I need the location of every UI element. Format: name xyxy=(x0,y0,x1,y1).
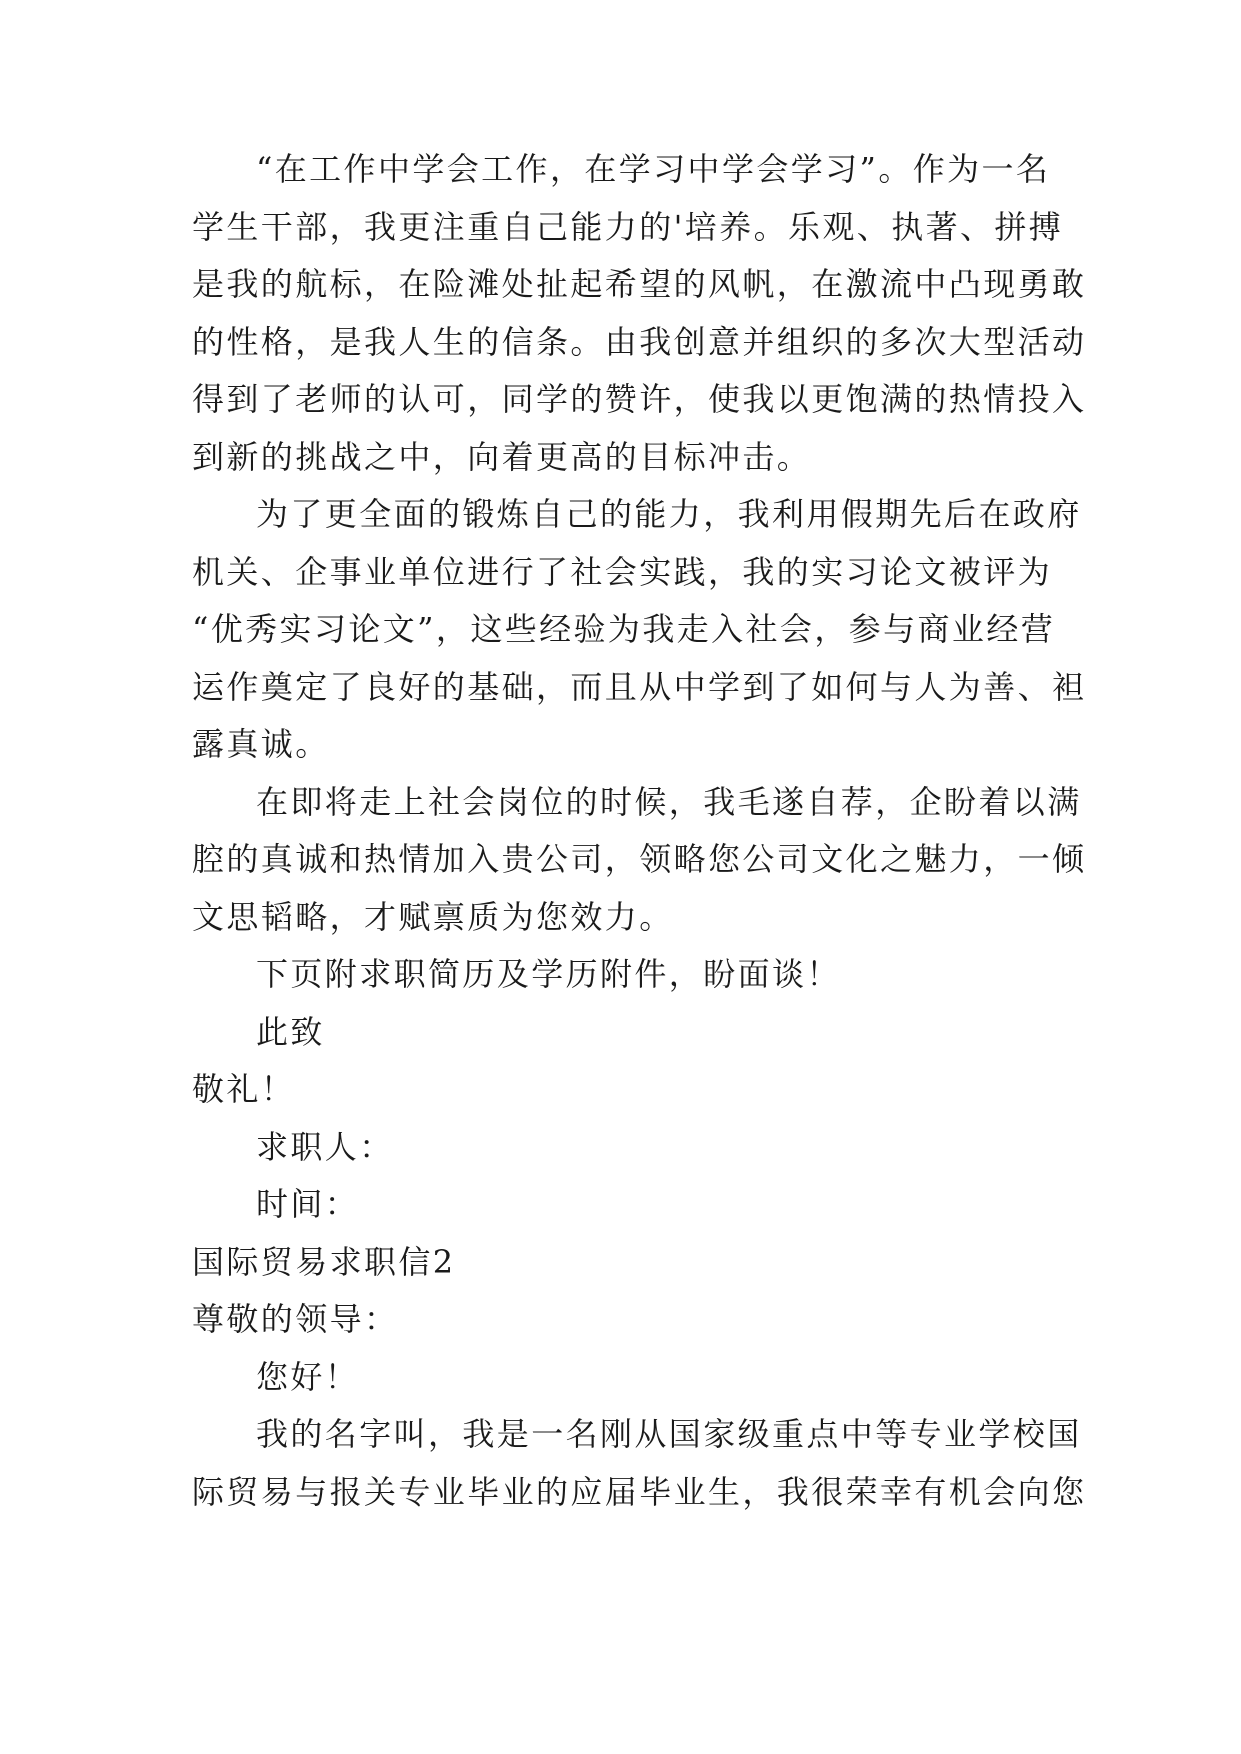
salutation-regards: 敬礼！ xyxy=(192,1070,296,1108)
letter-2-greeting: 您好！ xyxy=(256,1358,360,1396)
letter-2-paragraph-1-line-2: 际贸易与报关专业毕业的应届毕业生，我很荣幸有机会向您 xyxy=(192,1473,1087,1511)
closing-note: 下页附求职简历及学历附件，盼面谈！ xyxy=(256,955,841,993)
paragraph-1-line-4: 的性格，是我人生的信条。由我创意并组织的多次大型活动 xyxy=(192,323,1087,361)
paragraph-2-line-4: 运作奠定了良好的基础，而且从中学到了如何与人为善、袒 xyxy=(192,668,1087,706)
paragraph-1-line-3: 是我的航标，在险滩处扯起希望的风帆，在激流中凸现勇敢 xyxy=(192,265,1087,303)
paragraph-3-line-1: 在即将走上社会岗位的时候，我毛遂自荐，企盼着以满 xyxy=(256,783,1082,821)
paragraph-1-line-2: 学生干部，我更注重自己能力的'培养。乐观、执著、拼搏 xyxy=(192,208,1064,246)
applicant-label: 求职人： xyxy=(256,1128,394,1166)
letter-2-paragraph-1-line-1: 我的名字叫，我是一名刚从国家级重点中等专业学校国 xyxy=(256,1415,1082,1453)
salutation-closing: 此致 xyxy=(256,1013,325,1051)
paragraph-1-line-1: “在工作中学会工作，在学习中学会学习”。作为一名 xyxy=(256,150,1051,188)
paragraph-3-line-2: 腔的真诚和热情加入贵公司，领略您公司文化之魅力，一倾 xyxy=(192,840,1087,878)
date-label: 时间： xyxy=(256,1185,360,1223)
letter-2-title: 国际贸易求职信2 xyxy=(192,1243,456,1281)
paragraph-2-line-1: 为了更全面的锻炼自己的能力，我利用假期先后在政府 xyxy=(256,495,1082,533)
paragraph-1-line-6: 到新的挑战之中，向着更高的目标冲击。 xyxy=(192,438,812,476)
paragraph-2-line-2: 机关、企事业单位进行了社会实践，我的实习论文被评为 xyxy=(192,553,1053,591)
paragraph-2-line-3: “优秀实习论文”，这些经验为我走入社会，参与商业经营 xyxy=(192,610,1056,648)
paragraph-2-line-5: 露真诚。 xyxy=(192,725,330,763)
paragraph-3-line-3: 文思韬略，才赋禀质为您效力。 xyxy=(192,898,674,936)
paragraph-1-line-5: 得到了老师的认可，同学的赞许，使我以更饱满的热情投入 xyxy=(192,380,1087,418)
letter-2-addressee: 尊敬的领导： xyxy=(192,1300,399,1338)
